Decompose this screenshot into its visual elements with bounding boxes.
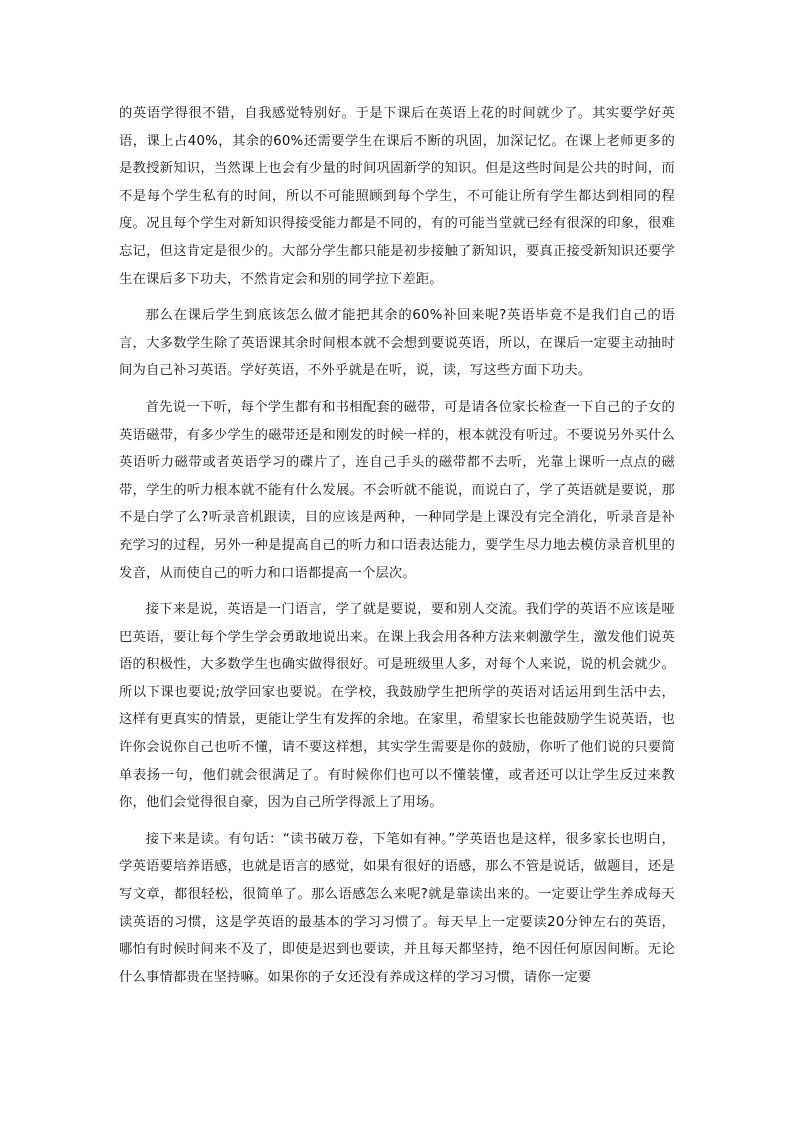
paragraph: 的英语学得很不错，自我感觉特别好。于是下课后在英语上花的时间就少了。其实要学好英语，课上占40%，其余的60%还需要学生在课后不断的巩固，加深记忆。在课上老师更多的是教授新知识，当然课上也会有少量的时间巩固新学的知识。但是这些时间是公共的时间，而不是每个学生私有的时间，所以不可能照顾到每个学生，不可能让所有学生都达到相同的程度。况且每个学生对新知识得接受能力都是不同的，有的可能当堂就已经有很深的印象，很难忘记，但这肯定是很少的。大部分学生都只能是初步接触了新知识，要真正接受新知识还要学生在课后多下功夫，不然肯定会和别的同学拉下差距。: [119, 106, 675, 287]
paragraph: 那么在课后学生到底该怎么做才能把其余的60%补回来呢?英语毕竟不是我们自己的语言，大多数学生除了英语课其余时间根本就不会想到要说英语，所以，在课后一定要主动抽时间为自己补习英语。学好英语，不外乎就是在听，说，读，写这些方面下功夫。: [119, 308, 675, 379]
paragraph: 接下来是说，英语是一门语言，学了就是要说，要和别人交流。我们学的英语不应该是哑巴英语，要让每个学生学会勇敢地说出来。在课上我会用各种方法来刺激学生，激发他们说英语的积极性，大多数学生也确实做得很好。可是班级里人多，对每个人来说，说的机会就少。所以下课也要说;放学回家也要说。在学校，我鼓励学生把所学的英语对话运用到生活中去，这样有更真实的情景，更能让学生有发挥的余地。在家里，希望家长也能鼓励学生说英语，也许你会说你自己也听不懂，请不要这样想，其实学生需要是你的鼓励，你听了他们说的只要简单表扬一句，他们就会很满足了。有时候你们也可以不懂装懂，或者还可以让学生反过来教你，他们会觉得很自豪，因为自己所学得派上了用场。: [119, 602, 675, 811]
paragraph: 接下来是读。有句话：“读书破万卷，下笔如有神。”学英语也是这样，很多家长也明白，学英语要培养语感，也就是语言的感觉，如果有很好的语感，那么不管是说话，做题目，还是写文章，都很轻松，很简单了。那么语感怎么来呢?就是靠读出来的。一定要让学生养成每天读英语的习惯，这是学英语的最基本的学习习惯了。每天早上一定要读20分钟左右的英语，哪怕有时候时间来不及了，即使是迟到也要读，并且每天都坚持，绝不因任何原因间断。无论什么事情都贵在坚持嘛。如果你的子女还没有养成这样的学习习惯，请你一定要: [119, 831, 675, 985]
document-body: [119, 100, 675, 1000]
paragraph: 首先说一下听，每个学生都有和书相配套的磁带，可是请各位家长检查一下自己的子女的英语磁带，有多少学生的磁带还是和刚发的时候一样的，根本就没有听过。不要说另外买什么英语听力磁带或者英语学习的碟片了，连自己手头的磁带都不去听，光靠上课听一点点的磁带，学生的听力根本就不能有什么发展。不会听就不能说，而说白了，学了英语就是要说，那不是白学了么?听录音机跟读，目的应该是两种，一种同学是上课没有完全消化，听录音是补充学习的过程，另外一种是提高自己的听力和口语表达能力，要学生尽力地去模仿录音机里的发音，从而使自己的听力和口语都提高一个层次。: [119, 399, 675, 581]
